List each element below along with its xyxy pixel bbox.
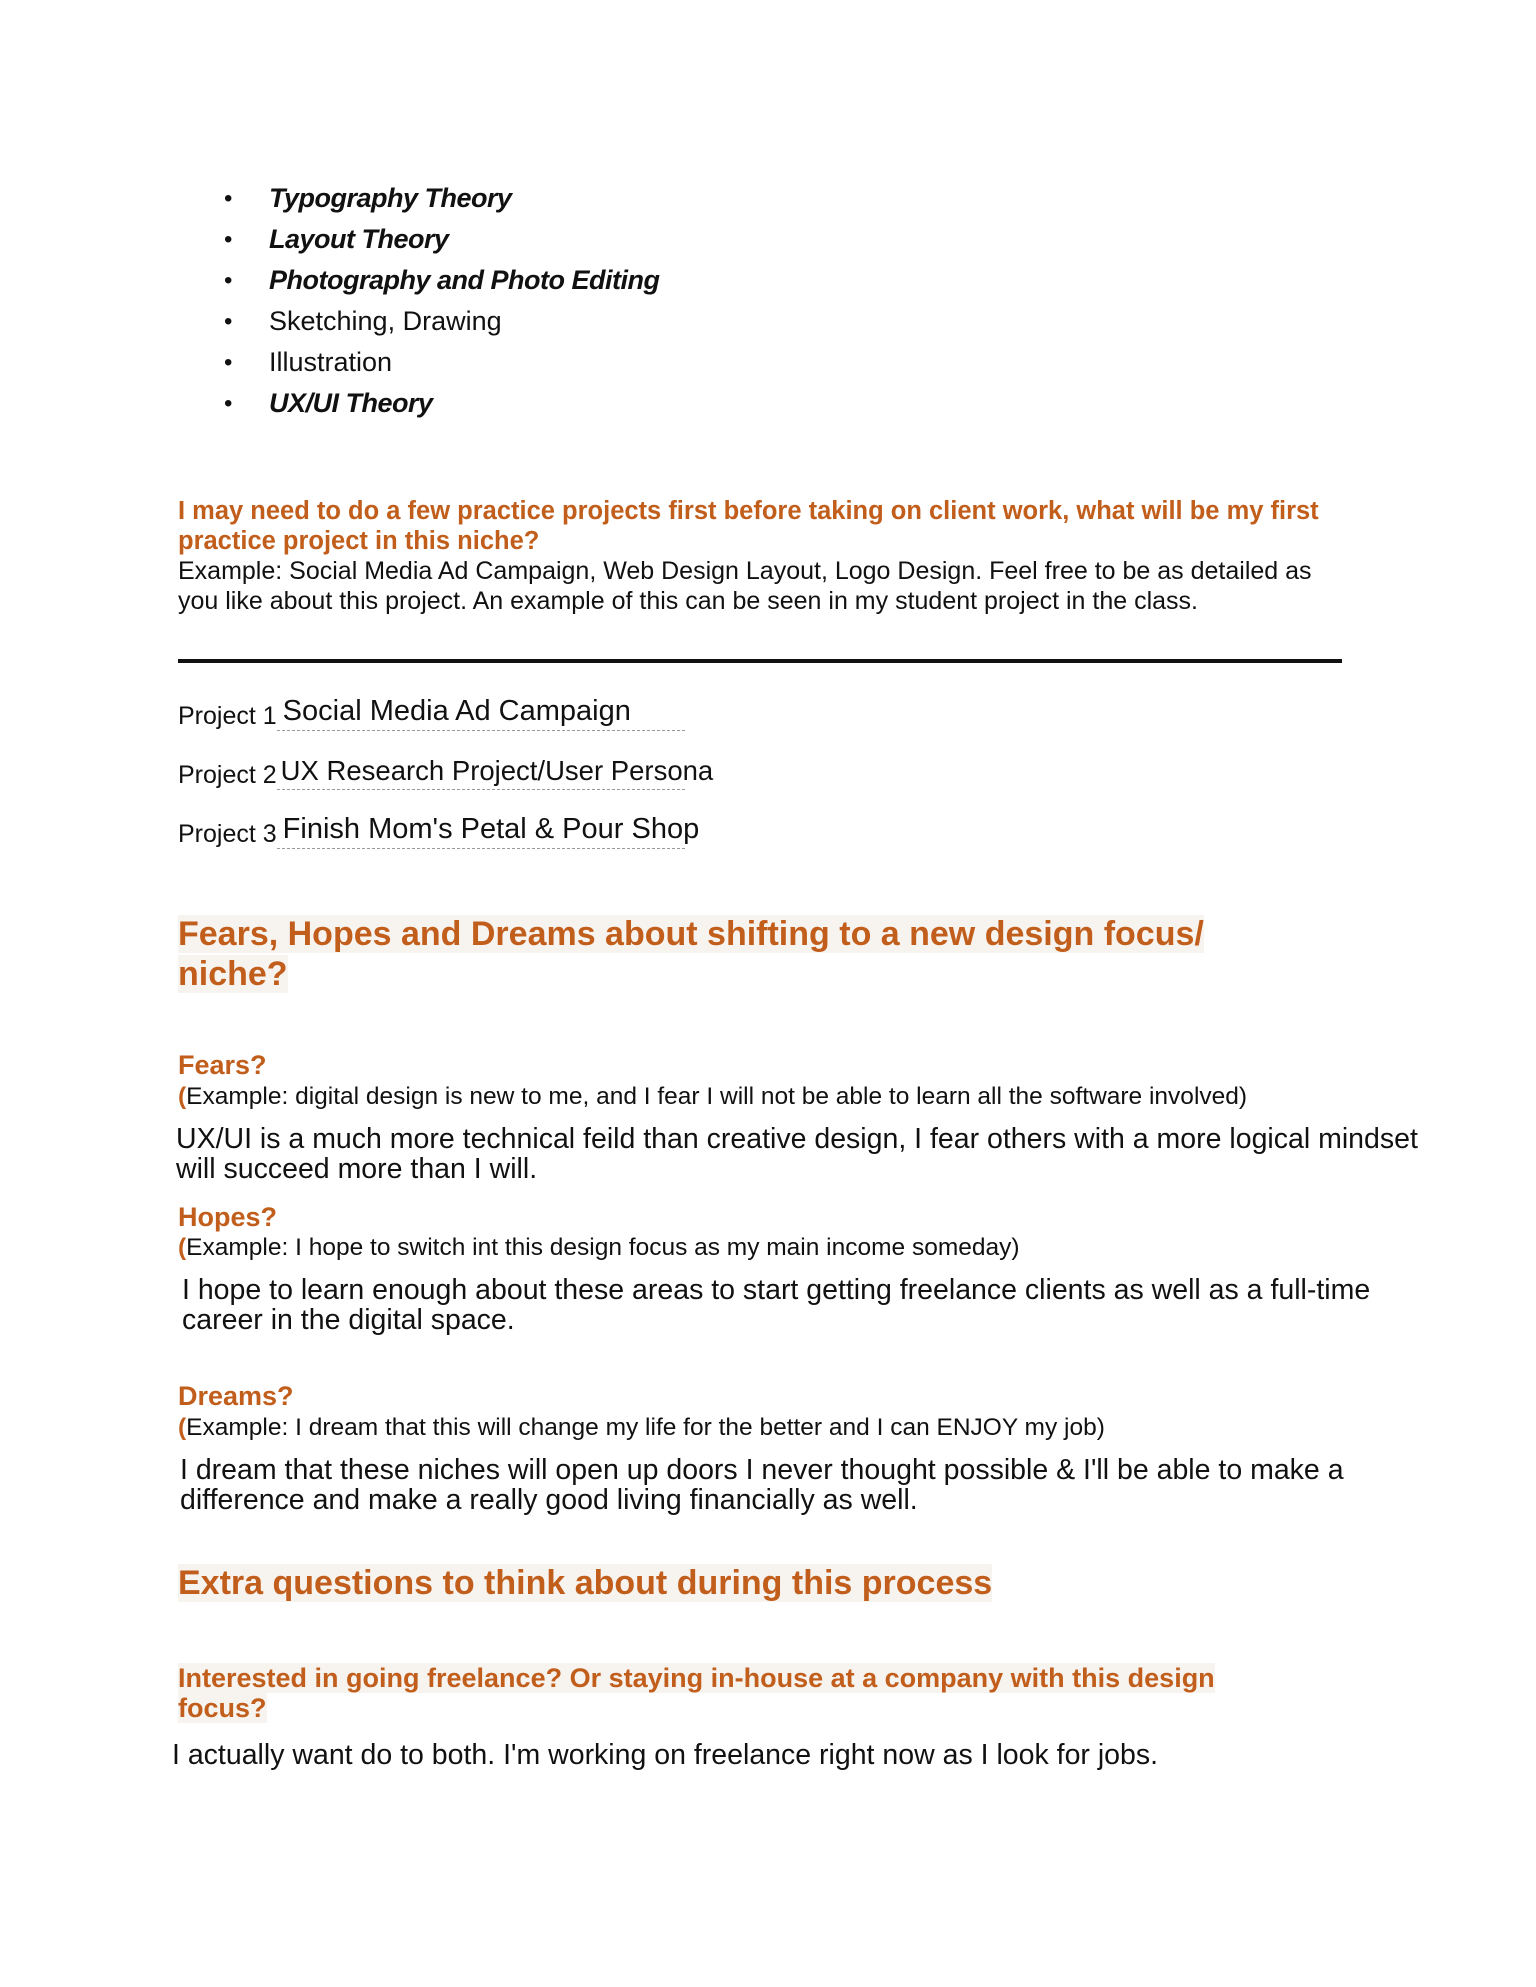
fears-title: Fears? bbox=[178, 1050, 267, 1080]
project-value: Finish Mom's Petal & Pour Shop bbox=[282, 813, 700, 845]
section-heading-extra-questions bbox=[178, 1563, 992, 1603]
hopes-example bbox=[178, 1233, 1020, 1263]
freelance-question bbox=[178, 1663, 1298, 1723]
project-value: UX Research Project/User Persona bbox=[280, 755, 714, 786]
freelance-answer[interactable]: I actually want do to both. I'm working on freelance right now as I look for jobs. bbox=[172, 1739, 1159, 1771]
hopes-example-text: Example: I hope to switch int this design focus as my main income someday) bbox=[186, 1234, 1020, 1261]
project-1-field[interactable] bbox=[277, 695, 685, 731]
fears-example bbox=[178, 1082, 1247, 1112]
list-item bbox=[224, 342, 659, 383]
hopes-title: Hopes? bbox=[178, 1202, 278, 1232]
list-item-text: Illustration bbox=[269, 347, 393, 377]
paren: ( bbox=[178, 1083, 187, 1110]
list-item bbox=[224, 178, 659, 219]
paren: ( bbox=[178, 1234, 187, 1261]
project-label: Project 2 bbox=[178, 761, 277, 789]
skills-list bbox=[224, 178, 659, 424]
list-item-text: Photography and Photo Editing bbox=[269, 265, 660, 295]
dreams-title: Dreams? bbox=[178, 1381, 294, 1411]
paren: ( bbox=[178, 1414, 187, 1441]
list-item bbox=[224, 383, 659, 424]
project-row-1 bbox=[178, 695, 685, 731]
section-heading-fears-hopes-dreams bbox=[178, 914, 1278, 994]
list-item-text: UX/UI Theory bbox=[269, 388, 433, 418]
divider-rule bbox=[178, 659, 1342, 663]
practice-question: I may need to do a few practice projects first before taking on client work, what will be my first practice project in this niche? bbox=[178, 497, 1319, 555]
project-label: Project 3 bbox=[178, 820, 277, 848]
heading-text: Extra questions to think about during this process bbox=[178, 1564, 993, 1602]
question-text: Interested in going freelance? Or staying in-house at a company with this design focus? bbox=[178, 1663, 1215, 1723]
project-row-2 bbox=[178, 755, 714, 790]
list-item bbox=[224, 260, 659, 301]
project-label: Project 1 bbox=[178, 702, 277, 730]
fears-example-text: Example: digital design is new to me, and I fear I will not be able to learn all the software involved) bbox=[186, 1083, 1248, 1110]
bullet-icon: • bbox=[224, 308, 233, 335]
hopes-answer[interactable]: I hope to learn enough about these areas to start getting freelance clients as well as a full-time career in the digital space. bbox=[182, 1274, 1371, 1336]
dreams-example bbox=[178, 1413, 1105, 1443]
practice-example: Example: Social Media Ad Campaign, Web Design Layout, Logo Design. Feel free to be as detailed as you like about this project. An example of this can be seen in my student project in the class. bbox=[178, 557, 1312, 615]
list-item-text: Sketching, Drawing bbox=[269, 306, 502, 336]
fears-answer[interactable]: UX/UI is a much more technical feild than creative design, I fear others with a more logical mindset will succeed more than I will. bbox=[176, 1123, 1418, 1185]
bullet-icon: • bbox=[224, 349, 233, 376]
list-item-text: Layout Theory bbox=[269, 224, 449, 254]
project-2-field[interactable] bbox=[277, 755, 714, 790]
bullet-icon: • bbox=[224, 185, 233, 212]
bullet-icon: • bbox=[224, 267, 233, 294]
list-item bbox=[224, 301, 659, 342]
project-row-3 bbox=[178, 813, 700, 849]
dreams-example-text: Example: I dream that this will change my life for the better and I can ENJOY my job) bbox=[186, 1414, 1105, 1441]
list-item-text: Typography Theory bbox=[269, 183, 512, 213]
list-item bbox=[224, 219, 659, 260]
heading-text: Fears, Hopes and Dreams about shifting to a new design focus/ niche? bbox=[178, 915, 1204, 993]
project-value: Social Media Ad Campaign bbox=[282, 695, 631, 727]
bullet-icon: • bbox=[224, 226, 233, 253]
dreams-answer[interactable]: I dream that these niches will open up doors I never thought possible & I'll be able to make a difference and make a really good living financially as well. bbox=[180, 1454, 1344, 1516]
bullet-icon: • bbox=[224, 390, 233, 417]
project-3-field[interactable] bbox=[277, 813, 700, 849]
